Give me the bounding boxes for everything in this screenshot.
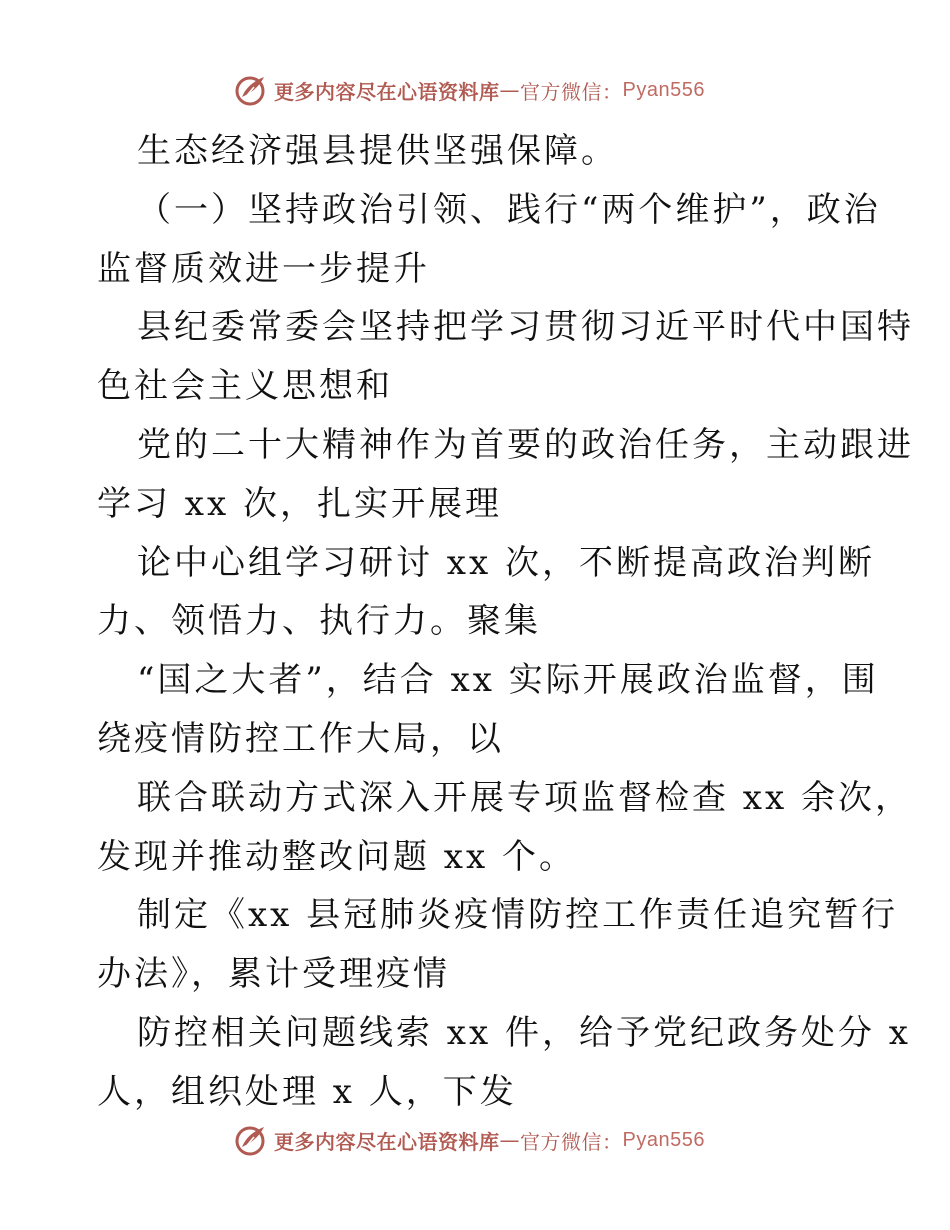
body-line: 人，组织处理 x 人，下发 (97, 1071, 517, 1112)
body-line: 生态经济强县提供坚强保障。 (137, 131, 618, 171)
banner-separator: — (499, 78, 520, 102)
header-banner (234, 70, 705, 110)
banner-account-id: Pyan556 (622, 78, 705, 101)
banner-official-label: 官方微信： (520, 1129, 623, 1154)
body-line: 县纪委常委会坚持把学习贯彻习近平时代中国特 (137, 307, 914, 348)
banner-separator: — (499, 1128, 520, 1152)
banner-account-id: Pyan556 (622, 1128, 705, 1151)
body-text (97, 122, 914, 1122)
body-line: 绕疫情防控工作大局，以 (97, 718, 504, 759)
body-line: 论中心组学习研讨 xx 次，不断提高政治判断 (137, 542, 875, 583)
body-line: 党的二十大精神作为首要的政治任务，主动跟进 (137, 424, 914, 465)
banner-official-label: 官方微信： (520, 79, 623, 104)
body-line: 发现并推动整改问题 xx 个。 (97, 836, 576, 877)
section-heading-line: 监督质效进一步提升 (97, 248, 430, 289)
quill-logo-icon (234, 73, 268, 107)
body-line: 办法》，累计受理疫情 (97, 954, 450, 995)
body-line: 力、领悟力、执行力。聚集 (97, 601, 541, 642)
body-line: 防控相关问题线索 xx 件，给予党纪政务处分 x (137, 1012, 911, 1053)
body-line: 色社会主义思想和 (97, 366, 393, 407)
banner-main-text: 更多内容尽在心语资料库 (274, 79, 500, 104)
footer-banner (234, 1120, 705, 1160)
quill-logo-icon (234, 1123, 268, 1157)
body-line: 学习 xx 次，扎实开展理 (97, 483, 502, 524)
section-heading-line: （一）坚持政治引领、践行“两个维护”，政治 (137, 189, 881, 230)
body-line: 联合联动方式深入开展专项监督检查 xx 余次， (137, 777, 912, 818)
body-line: 制定《xx 县冠肺炎疫情防控工作责任追究暂行 (137, 895, 899, 936)
banner-main-text: 更多内容尽在心语资料库 (274, 1129, 500, 1154)
body-line: “国之大者”，结合 xx 实际开展政治监督，围 (137, 660, 879, 701)
